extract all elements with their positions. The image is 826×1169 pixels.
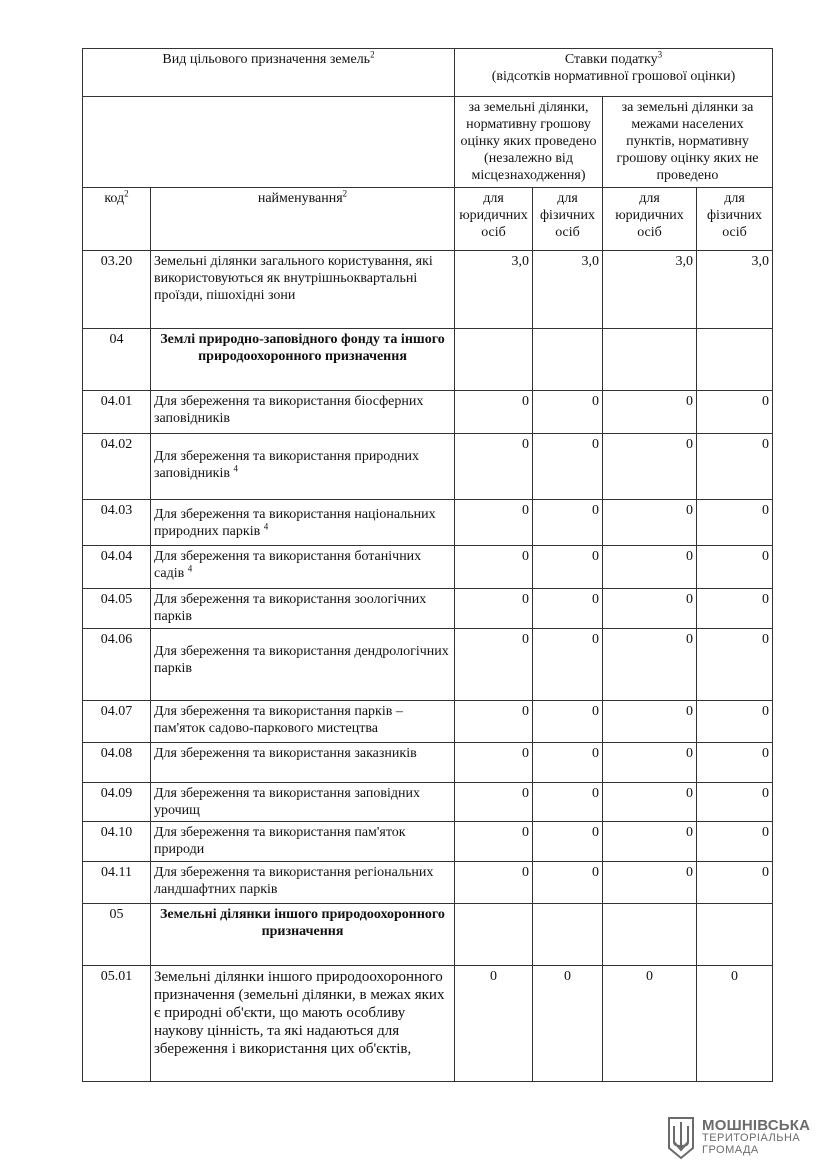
- rate-physical-unassessed: 0: [697, 966, 773, 1082]
- table-row: [83, 251, 773, 329]
- row-code: 04.07: [83, 701, 151, 743]
- row-name: Земельні ділянки загального користування, які використовуються як внутрішньоквартальні проїзди, пішохідні зони: [151, 251, 455, 329]
- row-name: Для збереження та використання зоологічних парків: [151, 589, 455, 629]
- rate-legal: 0: [455, 629, 533, 701]
- row-code: 04.09: [83, 783, 151, 822]
- row-code: 03.20: [83, 251, 151, 329]
- purpose-header: Вид цільового призначення земель$^2$: [83, 49, 455, 97]
- assessed-group-header: за земельні ділянки, нормативну грошову оцінку яких проведено (незалежно від місцезнаходження): [455, 97, 603, 188]
- row-code: 05: [83, 904, 151, 966]
- rate-physical-unassessed: 0: [697, 822, 773, 862]
- section-title: Земельні ділянки іншого природоохоронного призначення: [151, 904, 455, 966]
- rate-legal: [455, 904, 533, 966]
- rate-legal-unassessed: 0: [603, 783, 697, 822]
- rate-physical-unassessed: 0: [697, 783, 773, 822]
- row-code: 04.11: [83, 862, 151, 904]
- rate-legal: 0: [455, 546, 533, 589]
- row-name: Для збереження та використання природних заповідників $^4$: [151, 434, 455, 500]
- row-name: Для збереження та використання заказників: [151, 743, 455, 783]
- rate-legal: 0: [455, 743, 533, 783]
- rate-legal: 0: [455, 966, 533, 1082]
- rate-legal: [455, 329, 533, 391]
- rate-legal-unassessed: 0: [603, 500, 697, 546]
- rate-physical: [533, 904, 603, 966]
- rate-legal-unassessed: 0: [603, 589, 697, 629]
- rate-legal-unassessed: 0: [603, 862, 697, 904]
- row-code: 04.03: [83, 500, 151, 546]
- trident-icon: [666, 1116, 696, 1160]
- rate-physical-unassessed: [697, 904, 773, 966]
- row-code: 04.01: [83, 391, 151, 434]
- legal-persons-header-2: для юридичних осіб: [603, 188, 697, 251]
- table-row: [83, 500, 773, 546]
- table-row: [83, 822, 773, 862]
- section-title: Землі природно-заповідного фонду та іншого природоохоронного призначення: [151, 329, 455, 391]
- rate-physical-unassessed: 0: [697, 391, 773, 434]
- rate-physical: 0: [533, 434, 603, 500]
- not-assessed-group-header: за земельні ділянки за межами населених пунктів, нормативну грошову оцінку яких не проведено: [603, 97, 773, 188]
- row-name: Для збереження та використання парків – пам'яток садово-паркового мистецтва: [151, 701, 455, 743]
- rate-legal-unassessed: 0: [603, 391, 697, 434]
- row-name: Для збереження та використання дендрологічних парків: [151, 629, 455, 701]
- rate-physical: 0: [533, 629, 603, 701]
- brand-name: МОШНІВСЬКА: [702, 1117, 811, 1134]
- rate-legal: 0: [455, 434, 533, 500]
- table-row: [83, 391, 773, 434]
- rate-legal-unassessed: 0: [603, 546, 697, 589]
- legal-persons-header: для юридичних осіб: [455, 188, 533, 251]
- rate-physical: 0: [533, 589, 603, 629]
- brand-line-2: ГРОМАДА: [702, 1144, 759, 1156]
- name-header: найменування$^2$: [151, 188, 455, 251]
- row-code: 04.02: [83, 434, 151, 500]
- rates-header: Ставки податку$^3$ (відсотків нормативної грошової оцінки): [455, 49, 773, 97]
- row-name: Для збереження та використання пам'яток природи: [151, 822, 455, 862]
- row-code: 04.05: [83, 589, 151, 629]
- rate-legal-unassessed: 0: [603, 822, 697, 862]
- rate-physical: 0: [533, 862, 603, 904]
- rate-legal-unassessed: [603, 329, 697, 391]
- rate-physical: 0: [533, 822, 603, 862]
- rate-physical: 0: [533, 391, 603, 434]
- row-code: 04.04: [83, 546, 151, 589]
- rate-legal-unassessed: 0: [603, 629, 697, 701]
- brand-line-1: ТЕРИТОРІАЛЬНА: [702, 1132, 801, 1144]
- section-row: [83, 904, 773, 966]
- row-name: Для збереження та використання регіональних ландшафтних парків: [151, 862, 455, 904]
- rate-physical-unassessed: 0: [697, 434, 773, 500]
- physical-persons-header: для фізичних осіб: [533, 188, 603, 251]
- rate-physical: 0: [533, 783, 603, 822]
- rate-physical-unassessed: [697, 329, 773, 391]
- rate-legal: 3,0: [455, 251, 533, 329]
- table-row: [83, 966, 773, 1082]
- rate-legal: 0: [455, 822, 533, 862]
- rate-physical-unassessed: 0: [697, 500, 773, 546]
- rate-legal-unassessed: 3,0: [603, 251, 697, 329]
- rate-legal: 0: [455, 589, 533, 629]
- rate-physical-unassessed: 0: [697, 743, 773, 783]
- rate-physical-unassessed: 0: [697, 546, 773, 589]
- rate-legal: 0: [455, 783, 533, 822]
- rate-legal: 0: [455, 391, 533, 434]
- empty-header-cell: [83, 97, 455, 188]
- row-code: 04.10: [83, 822, 151, 862]
- rate-physical: 0: [533, 546, 603, 589]
- table-row: [83, 862, 773, 904]
- rate-physical-unassessed: 0: [697, 629, 773, 701]
- rate-legal-unassessed: 0: [603, 743, 697, 783]
- table-row: [83, 589, 773, 629]
- rate-legal: 0: [455, 500, 533, 546]
- row-name: Земельні ділянки іншого природоохоронного призначення (земельні ділянки, в межах яких є природні об'єкти, що мають особливу наукову цінність, та які надаються для збереження і використання цих об'єктів,: [151, 966, 455, 1082]
- table-row: [83, 434, 773, 500]
- rate-legal-unassessed: [603, 904, 697, 966]
- table-row: [83, 743, 773, 783]
- rate-physical-unassessed: 0: [697, 862, 773, 904]
- rate-legal-unassessed: 0: [603, 966, 697, 1082]
- rate-physical: 0: [533, 743, 603, 783]
- row-code: 05.01: [83, 966, 151, 1082]
- rate-legal-unassessed: 0: [603, 434, 697, 500]
- section-row: [83, 329, 773, 391]
- table-row: [83, 629, 773, 701]
- table-row: [83, 783, 773, 822]
- rate-legal: 0: [455, 862, 533, 904]
- row-name: Для збереження та використання ботанічних садів $^4$: [151, 546, 455, 589]
- rate-physical-unassessed: 0: [697, 701, 773, 743]
- row-code: 04.08: [83, 743, 151, 783]
- row-name: Для збереження та використання заповідних урочищ: [151, 783, 455, 822]
- row-code: 04: [83, 329, 151, 391]
- rate-physical: [533, 329, 603, 391]
- table-row: [83, 546, 773, 589]
- rate-legal-unassessed: 0: [603, 701, 697, 743]
- rate-physical: 0: [533, 500, 603, 546]
- community-logo: [666, 1114, 816, 1162]
- tax-rates-table: [82, 48, 773, 1082]
- row-name: Для збереження та використання національних природних парків $^4$: [151, 500, 455, 546]
- rate-physical-unassessed: 3,0: [697, 251, 773, 329]
- table-row: [83, 701, 773, 743]
- row-name: Для збереження та використання біосферних заповідників: [151, 391, 455, 434]
- code-header: код$^2$: [83, 188, 151, 251]
- physical-persons-header-2: для фізичних осіб: [697, 188, 773, 251]
- rate-physical-unassessed: 0: [697, 589, 773, 629]
- rate-physical: 3,0: [533, 251, 603, 329]
- rate-physical: 0: [533, 701, 603, 743]
- row-code: 04.06: [83, 629, 151, 701]
- rate-physical: 0: [533, 966, 603, 1082]
- rate-legal: 0: [455, 701, 533, 743]
- brand-text: [702, 1117, 811, 1156]
